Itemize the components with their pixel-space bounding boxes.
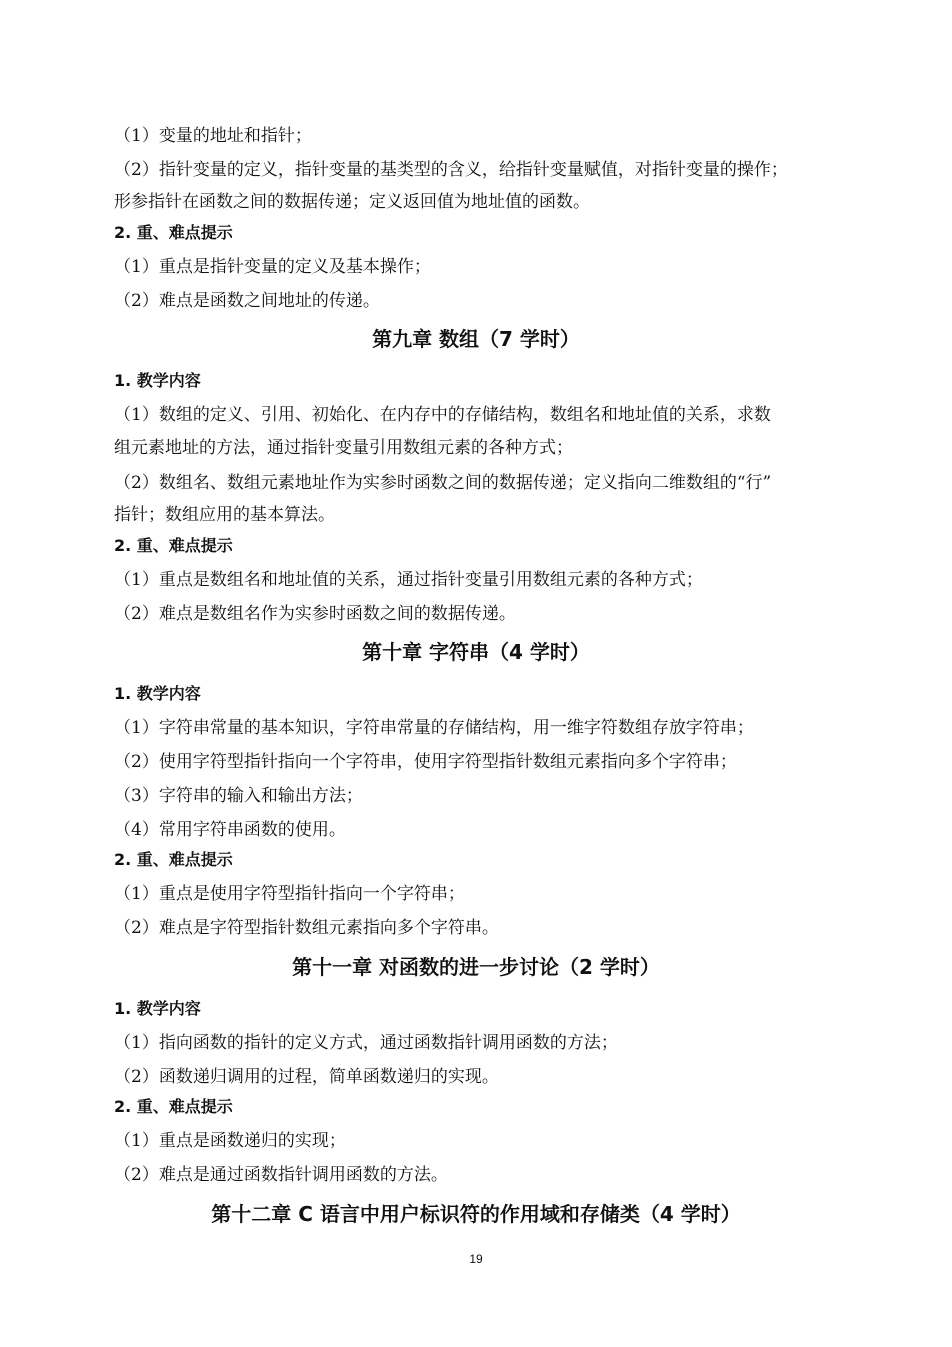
ch10-key-point-1: （1）重点是使用字符型指针指向一个字符串； — [114, 884, 465, 904]
chapter-10-title: 第十章 字符串（4 学时） — [362, 640, 590, 664]
ch11-content-heading: 1. 教学内容 — [114, 999, 201, 1018]
ch11-key-point-2: （2）难点是通过函数指针调用函数的方法。 — [114, 1165, 448, 1185]
sec8-content-line-2: （2）指针变量的定义，指针变量的基类型的含义，给指针变量赋值，对指针变量的操作； — [114, 160, 788, 180]
ch11-key-point-1: （1）重点是函数递归的实现； — [114, 1131, 346, 1151]
ch9-content-line-1: （1）数组的定义、引用、初始化、在内存中的存储结构，数组名和地址值的关系，求数 — [114, 405, 771, 425]
sec8-key-point-1: （1）重点是指针变量的定义及基本操作； — [114, 257, 431, 277]
page-number: 19 — [469, 1252, 483, 1266]
chapter-9-title: 第九章 数组（7 学时） — [372, 327, 580, 351]
ch11-key-points-heading: 2. 重、难点提示 — [114, 1097, 233, 1116]
ch11-content-line-1: （1）指向函数的指针的定义方式，通过函数指针调用函数的方法； — [114, 1033, 618, 1053]
sec8-key-points-heading: 2. 重、难点提示 — [114, 223, 233, 242]
sec8-content-line-1: （1）变量的地址和指针； — [114, 126, 312, 146]
ch10-content-line-2: （2）使用字符型指针指向一个字符串，使用字符型指针数组元素指向多个字符串； — [114, 752, 737, 772]
ch10-key-point-2: （2）难点是字符型指针数组元素指向多个字符串。 — [114, 918, 499, 938]
ch10-content-line-4: （4）常用字符串函数的使用。 — [114, 820, 346, 840]
ch9-key-points-heading: 2. 重、难点提示 — [114, 536, 233, 555]
ch10-content-line-1: （1）字符串常量的基本知识，字符串常量的存储结构，用一维字符数组存放字符串； — [114, 718, 754, 738]
ch9-key-point-1: （1）重点是数组名和地址值的关系，通过指针变量引用数组元素的各种方式； — [114, 570, 703, 590]
chapter-11-title: 第十一章 对函数的进一步讨论（2 学时） — [292, 955, 660, 979]
ch9-content-heading: 1. 教学内容 — [114, 371, 201, 390]
chapter-12-title: 第十二章 C 语言中用户标识符的作用域和存储类（4 学时） — [211, 1202, 741, 1226]
ch9-content-line-2: 组元素地址的方法，通过指针变量引用数组元素的各种方式； — [114, 438, 573, 458]
ch9-content-line-3: （2）数组名、数组元素地址作为实参时函数之间的数据传递；定义指向二维数组的“行” — [114, 473, 772, 493]
sec8-content-line-3: 形参指针在函数之间的数据传递；定义返回值为地址值的函数。 — [114, 192, 590, 212]
ch10-key-points-heading: 2. 重、难点提示 — [114, 850, 233, 869]
ch11-content-line-2: （2）函数递归调用的过程，简单函数递归的实现。 — [114, 1067, 499, 1087]
ch10-content-line-3: （3）字符串的输入和输出方法； — [114, 786, 363, 806]
sec8-key-point-2: （2）难点是函数之间地址的传递。 — [114, 291, 380, 311]
ch9-content-line-4: 指针；数组应用的基本算法。 — [114, 505, 335, 525]
ch9-key-point-2: （2）难点是数组名作为实参时函数之间的数据传递。 — [114, 604, 516, 624]
ch10-content-heading: 1. 教学内容 — [114, 684, 201, 703]
